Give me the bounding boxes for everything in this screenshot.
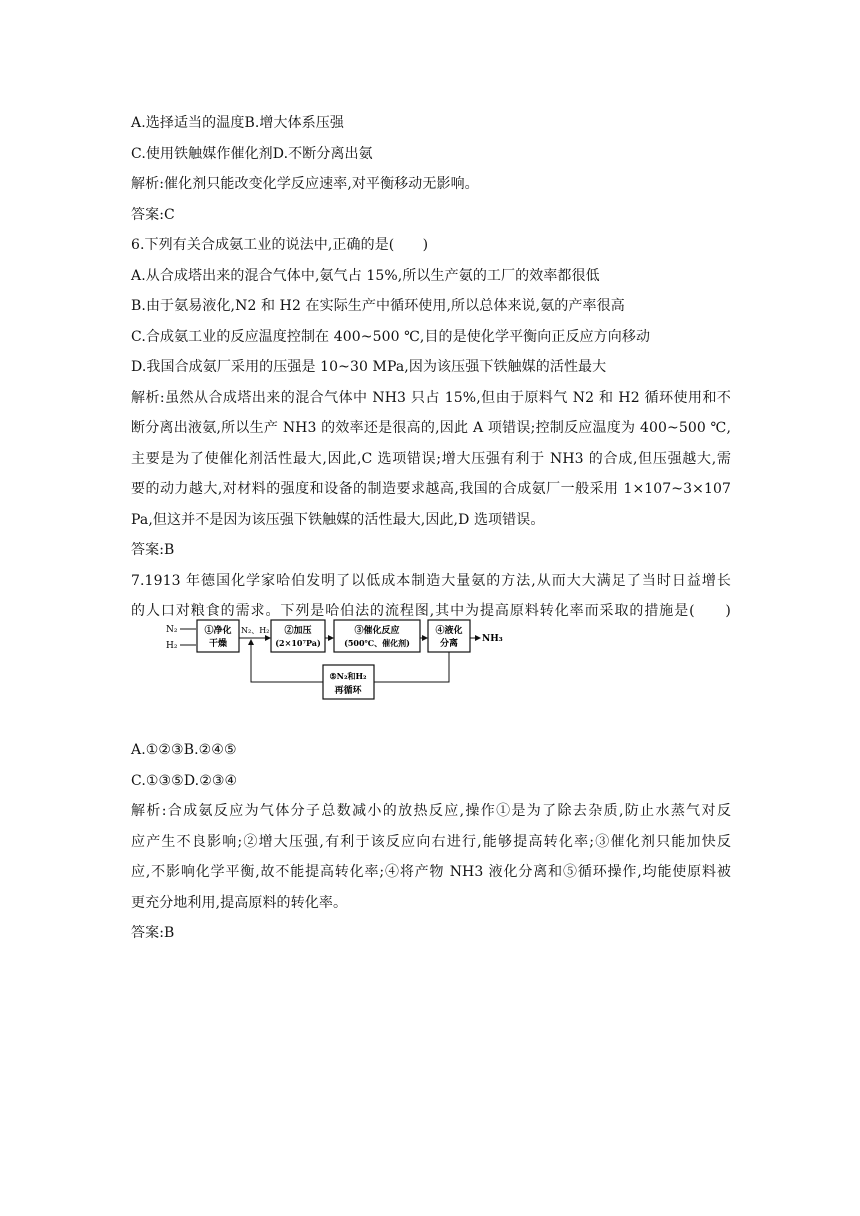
q7-analysis-line: 解析:合成氨反应为气体分子总数减小的放热反应,操作①是为了除去杂质,防止水蒸气对反: [131, 803, 731, 819]
q7-answer: 答案:B: [131, 925, 175, 941]
q7-options-line1: A.①②③B.②④⑤: [131, 742, 237, 758]
q7-analysis-line: 更充分地利用,提高原料的转化率。: [131, 895, 348, 911]
q6-option-a: A.从合成塔出来的混合气体中,氨气占 15%,所以生产氨的工厂的效率都很低: [131, 268, 600, 284]
recycle-line-right: [374, 652, 449, 682]
q6-analysis-line: Pa,但这并不是因为该压强下铁触媒的活性最大,因此,D 选项错误。: [131, 512, 545, 528]
q6-analysis-line: 要的动力越大,对材料的强度和设备的制造要求越高,我国的合成氨厂一般采用 1×107~3×107: [131, 481, 731, 497]
q6-analysis-line: 断分离出液氨,所以生产 NH3 的效率还是很高的,因此 A 项错误;控制反应温度为 400~500 ℃,: [131, 420, 731, 436]
output-nh3-label: NH₃: [482, 634, 503, 644]
flow-inputs: [166, 625, 196, 651]
q7-analysis-line: 应,不影响化学平衡,故不能提高转化率;④将产物 NH3 液化分离和⑤循环操作,均能使原料被: [131, 864, 731, 880]
q6-stem: 6.下列有关合成氨工业的说法中,正确的是( ): [131, 237, 429, 253]
q5-analysis: 解析:催化剂只能改变化学反应速率,对平衡移动无影响。: [131, 176, 479, 192]
q7-stem-line2: 的人口对粮食的需求。下列是哈伯法的流程图,其中为提高原料转化率而采取的措施是( ): [131, 603, 731, 619]
q6-option-d: D.我国合成氨厂采用的压强是 10~30 MPa,因为该压强下铁触媒的活性最大: [131, 359, 607, 375]
q6-analysis-line: 主要是为了使催化剂活性最大,因此,C 选项错误;增大压强有利于 NH3 的合成,但压强越大,需: [131, 451, 731, 467]
haber-process-flowchart: [160, 618, 510, 702]
q7-stem-line1: 7.1913 年德国化学家哈伯发明了以低成本制造大量氨的方法,从而大大满足了当时日益增长: [131, 573, 731, 589]
step3-label: ③催化反应: [354, 626, 400, 636]
q7-options-line2: C.①③⑤D.②③④: [131, 773, 238, 789]
q6-option-c: C.合成氨工业的反应温度控制在 400~500 ℃,目的是使化学平衡向正反应方向移动: [131, 329, 651, 345]
q7-analysis-line: 应产生不良影响;②增大压强,有利于该反应向右进行,能够提高转化率;③催化剂只能加快反: [131, 834, 731, 850]
input-h2-label: H₂: [166, 641, 178, 651]
step4-label: ④液化: [435, 626, 463, 636]
q5-answer: 答案:C: [131, 207, 175, 223]
q6-analysis-line: 解析:虽然从合成塔出来的混合气体中 NH3 只占 15%,但由于原料气 N2 和 H2 循环使用和不: [131, 390, 731, 406]
q6-answer: 答案:B: [131, 542, 175, 558]
step3-sublabel: (500℃、催化剂): [344, 638, 410, 648]
step5-label: ⑤N₂和H₂: [329, 671, 367, 681]
q5-options-line1: A.选择适当的温度B.增大体系压强: [131, 115, 344, 131]
mid-gas-label: N₂、H₂: [241, 626, 270, 635]
step1-sublabel: 干燥: [208, 639, 228, 649]
step2-sublabel: (2×10⁷Pa): [275, 638, 321, 648]
step1-label: ①净化: [204, 626, 232, 636]
step2-label: ②加压: [284, 626, 312, 636]
step5-sublabel: 再循环: [334, 686, 362, 696]
q5-options-line2: C.使用铁触媒作催化剂D.不断分离出氨: [131, 146, 373, 162]
input-n2-label: N₂: [166, 625, 178, 635]
q6-option-b: B.由于氨易液化,N2 和 H2 在实际生产中循环使用,所以总体来说,氨的产率很高: [131, 298, 625, 314]
step4-sublabel: 分离: [439, 639, 459, 649]
